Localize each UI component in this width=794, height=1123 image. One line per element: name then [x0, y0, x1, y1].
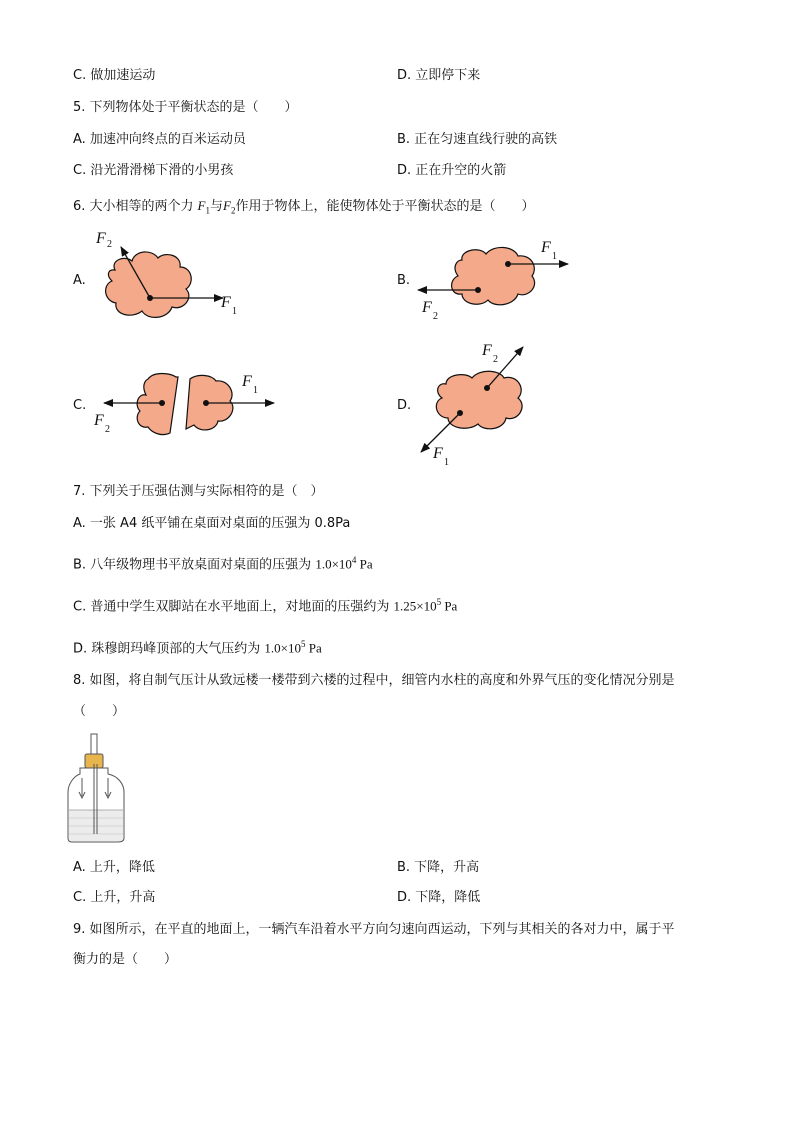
label-f2: F [96, 230, 106, 247]
label-f1: F [541, 239, 551, 256]
q6-letter-a: A. [73, 273, 86, 288]
label-f1: F [221, 294, 231, 311]
q7-option-c: C. 普通中学生双脚站在水平地面上，对地面的压强约为 $1.25\times 10^5$ Pa [73, 597, 458, 615]
q6-diagram-c [90, 365, 290, 440]
svg-text:1: 1 [444, 457, 449, 468]
label-f2: F [482, 342, 492, 359]
blob-left [137, 374, 178, 435]
svg-text:2: 2 [107, 239, 112, 250]
label-f2: F [94, 412, 104, 429]
q7-stem: 7. 下列关于压强估测与实际相符的是（ ） [73, 484, 324, 499]
q9-stem-line1: 9. 如图所示，在平直的地面上，一辆汽车沿着水平方向匀速向西运动，下列与其相关的各对力中，属于平 [73, 922, 675, 937]
q4-option-d: D. 立即停下来 [397, 68, 481, 83]
q8-stem-line2: （ ） [73, 704, 126, 719]
q4-option-c: C. 做加速运动 [73, 68, 156, 83]
q7-option-b: B. 八年级物理书平放桌面对桌面的压强为 $1.0\times 10^4$ Pa [73, 555, 373, 573]
q8-option-b: B. 下降，升高 [397, 860, 480, 875]
svg-text:2: 2 [493, 354, 498, 365]
svg-text:2: 2 [433, 311, 438, 322]
q8-stem-line1: 8. 如图，将自制气压计从致远楼一楼带到六楼的过程中，细管内水柱的高度和外界气压的变化情况分别是 [73, 673, 675, 688]
q7-option-a: A. 一张 A4 纸平铺在桌面对桌面的压强为 0.8Pa [73, 516, 351, 531]
q8-barometer-diagram [68, 734, 128, 844]
q8-option-a: A. 上升，降低 [73, 860, 155, 875]
blob [452, 247, 535, 304]
q6-diagram-b [410, 232, 580, 327]
q6-stem: 6. 大小相等的两个力 $F_1$与$F_2$作用于物体上，能使物体处于平衡状态的是（ ） [73, 198, 535, 216]
svg-text:1: 1 [232, 306, 237, 317]
q6-letter-b: B. [397, 273, 411, 288]
svg-text:1: 1 [253, 385, 258, 396]
blob [106, 252, 192, 317]
q8-option-d: D. 下降，降低 [397, 890, 481, 905]
label-f1: F [433, 445, 443, 462]
q6-letter-c: C. [73, 398, 87, 413]
label-f1: F [242, 373, 252, 390]
q7-option-d: D. 珠穆朗玛峰顶部的大气压约为 $1.0\times 10^5$ Pa [73, 639, 322, 657]
svg-text:1: 1 [552, 251, 557, 262]
q6-diagram-a [90, 225, 260, 325]
q9-stem-line2: 衡力的是（ ） [73, 952, 178, 967]
q5-option-b: B. 正在匀速直线行驶的高铁 [397, 132, 558, 147]
q6-letter-d: D. [397, 398, 412, 413]
q8-option-c: C. 上升，升高 [73, 890, 156, 905]
svg-text:2: 2 [105, 424, 110, 435]
q6-diagram-d [410, 338, 560, 468]
label-f2: F [422, 299, 432, 316]
q5-option-c: C. 沿光滑滑梯下滑的小男孩 [73, 163, 234, 178]
blob [436, 371, 522, 429]
q5-stem: 5. 下列物体处于平衡状态的是（ ） [73, 100, 298, 115]
q5-option-d: D. 正在升空的火箭 [397, 163, 507, 178]
q5-option-a: A. 加速冲向终点的百米运动员 [73, 132, 246, 147]
